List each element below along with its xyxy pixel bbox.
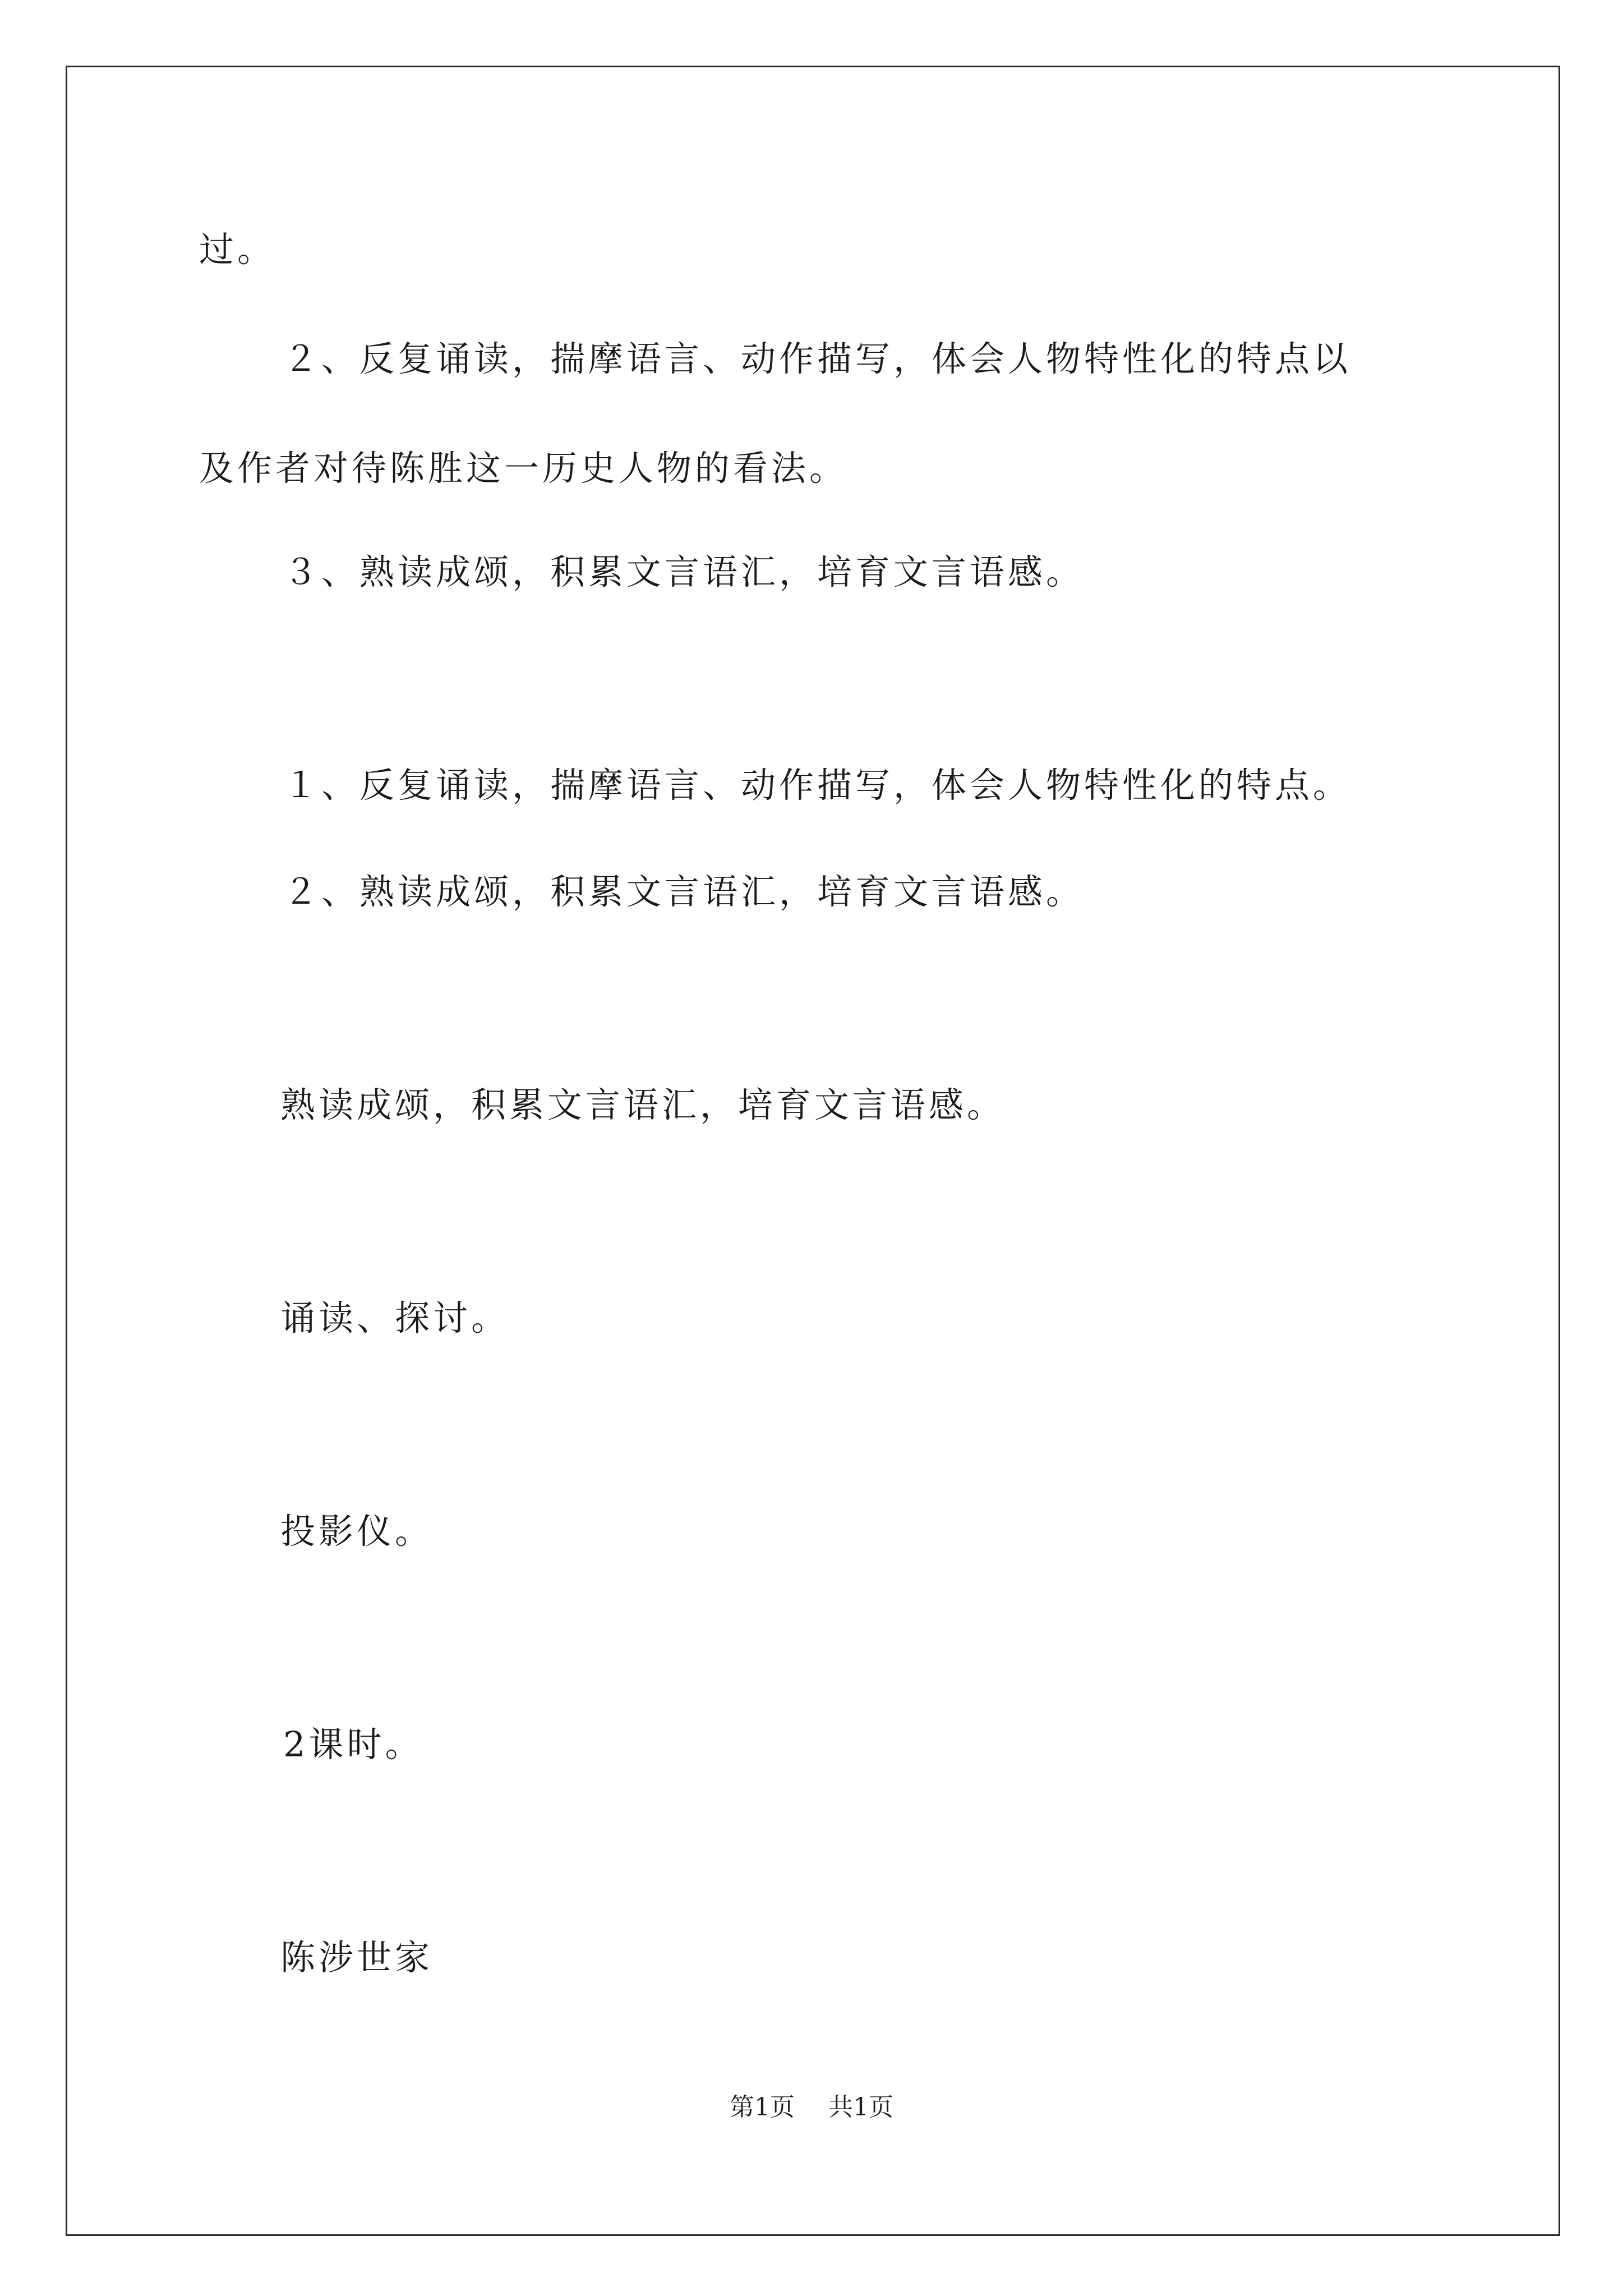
paragraph-2: ２、反复诵读，揣摩语言、动作描写，体会人物特性化的特点以	[283, 338, 1352, 379]
paragraph-5: １、反复诵读，揣摩语言、动作描写，体会人物特性化的特点。	[283, 765, 1352, 806]
page-number-current: 第1页	[730, 2093, 795, 2122]
paragraph-1: 过。	[199, 229, 276, 270]
page-frame	[66, 66, 1560, 2236]
paragraph-6: ２、熟读成颂，积累文言语汇，培育文言语感。	[283, 871, 1085, 912]
paragraph-9: 投影仪。	[280, 1511, 434, 1552]
paragraph-10: 2课时。	[283, 1724, 423, 1765]
paragraph-11: 陈涉世家	[280, 1937, 434, 1978]
page-footer	[0, 2091, 1623, 2124]
paragraph-4: ３、熟读成颂，积累文言语汇，培育文言语感。	[283, 551, 1085, 592]
page-number-total: 共1页	[828, 2093, 893, 2122]
paragraph-7: 熟读成颂，积累文言语汇，培育文言语感。	[280, 1084, 1006, 1125]
paragraph-3: 及作者对待陈胜这一历史人物的看法。	[199, 448, 848, 489]
paragraph-8: 诵读、探讨。	[280, 1297, 510, 1338]
